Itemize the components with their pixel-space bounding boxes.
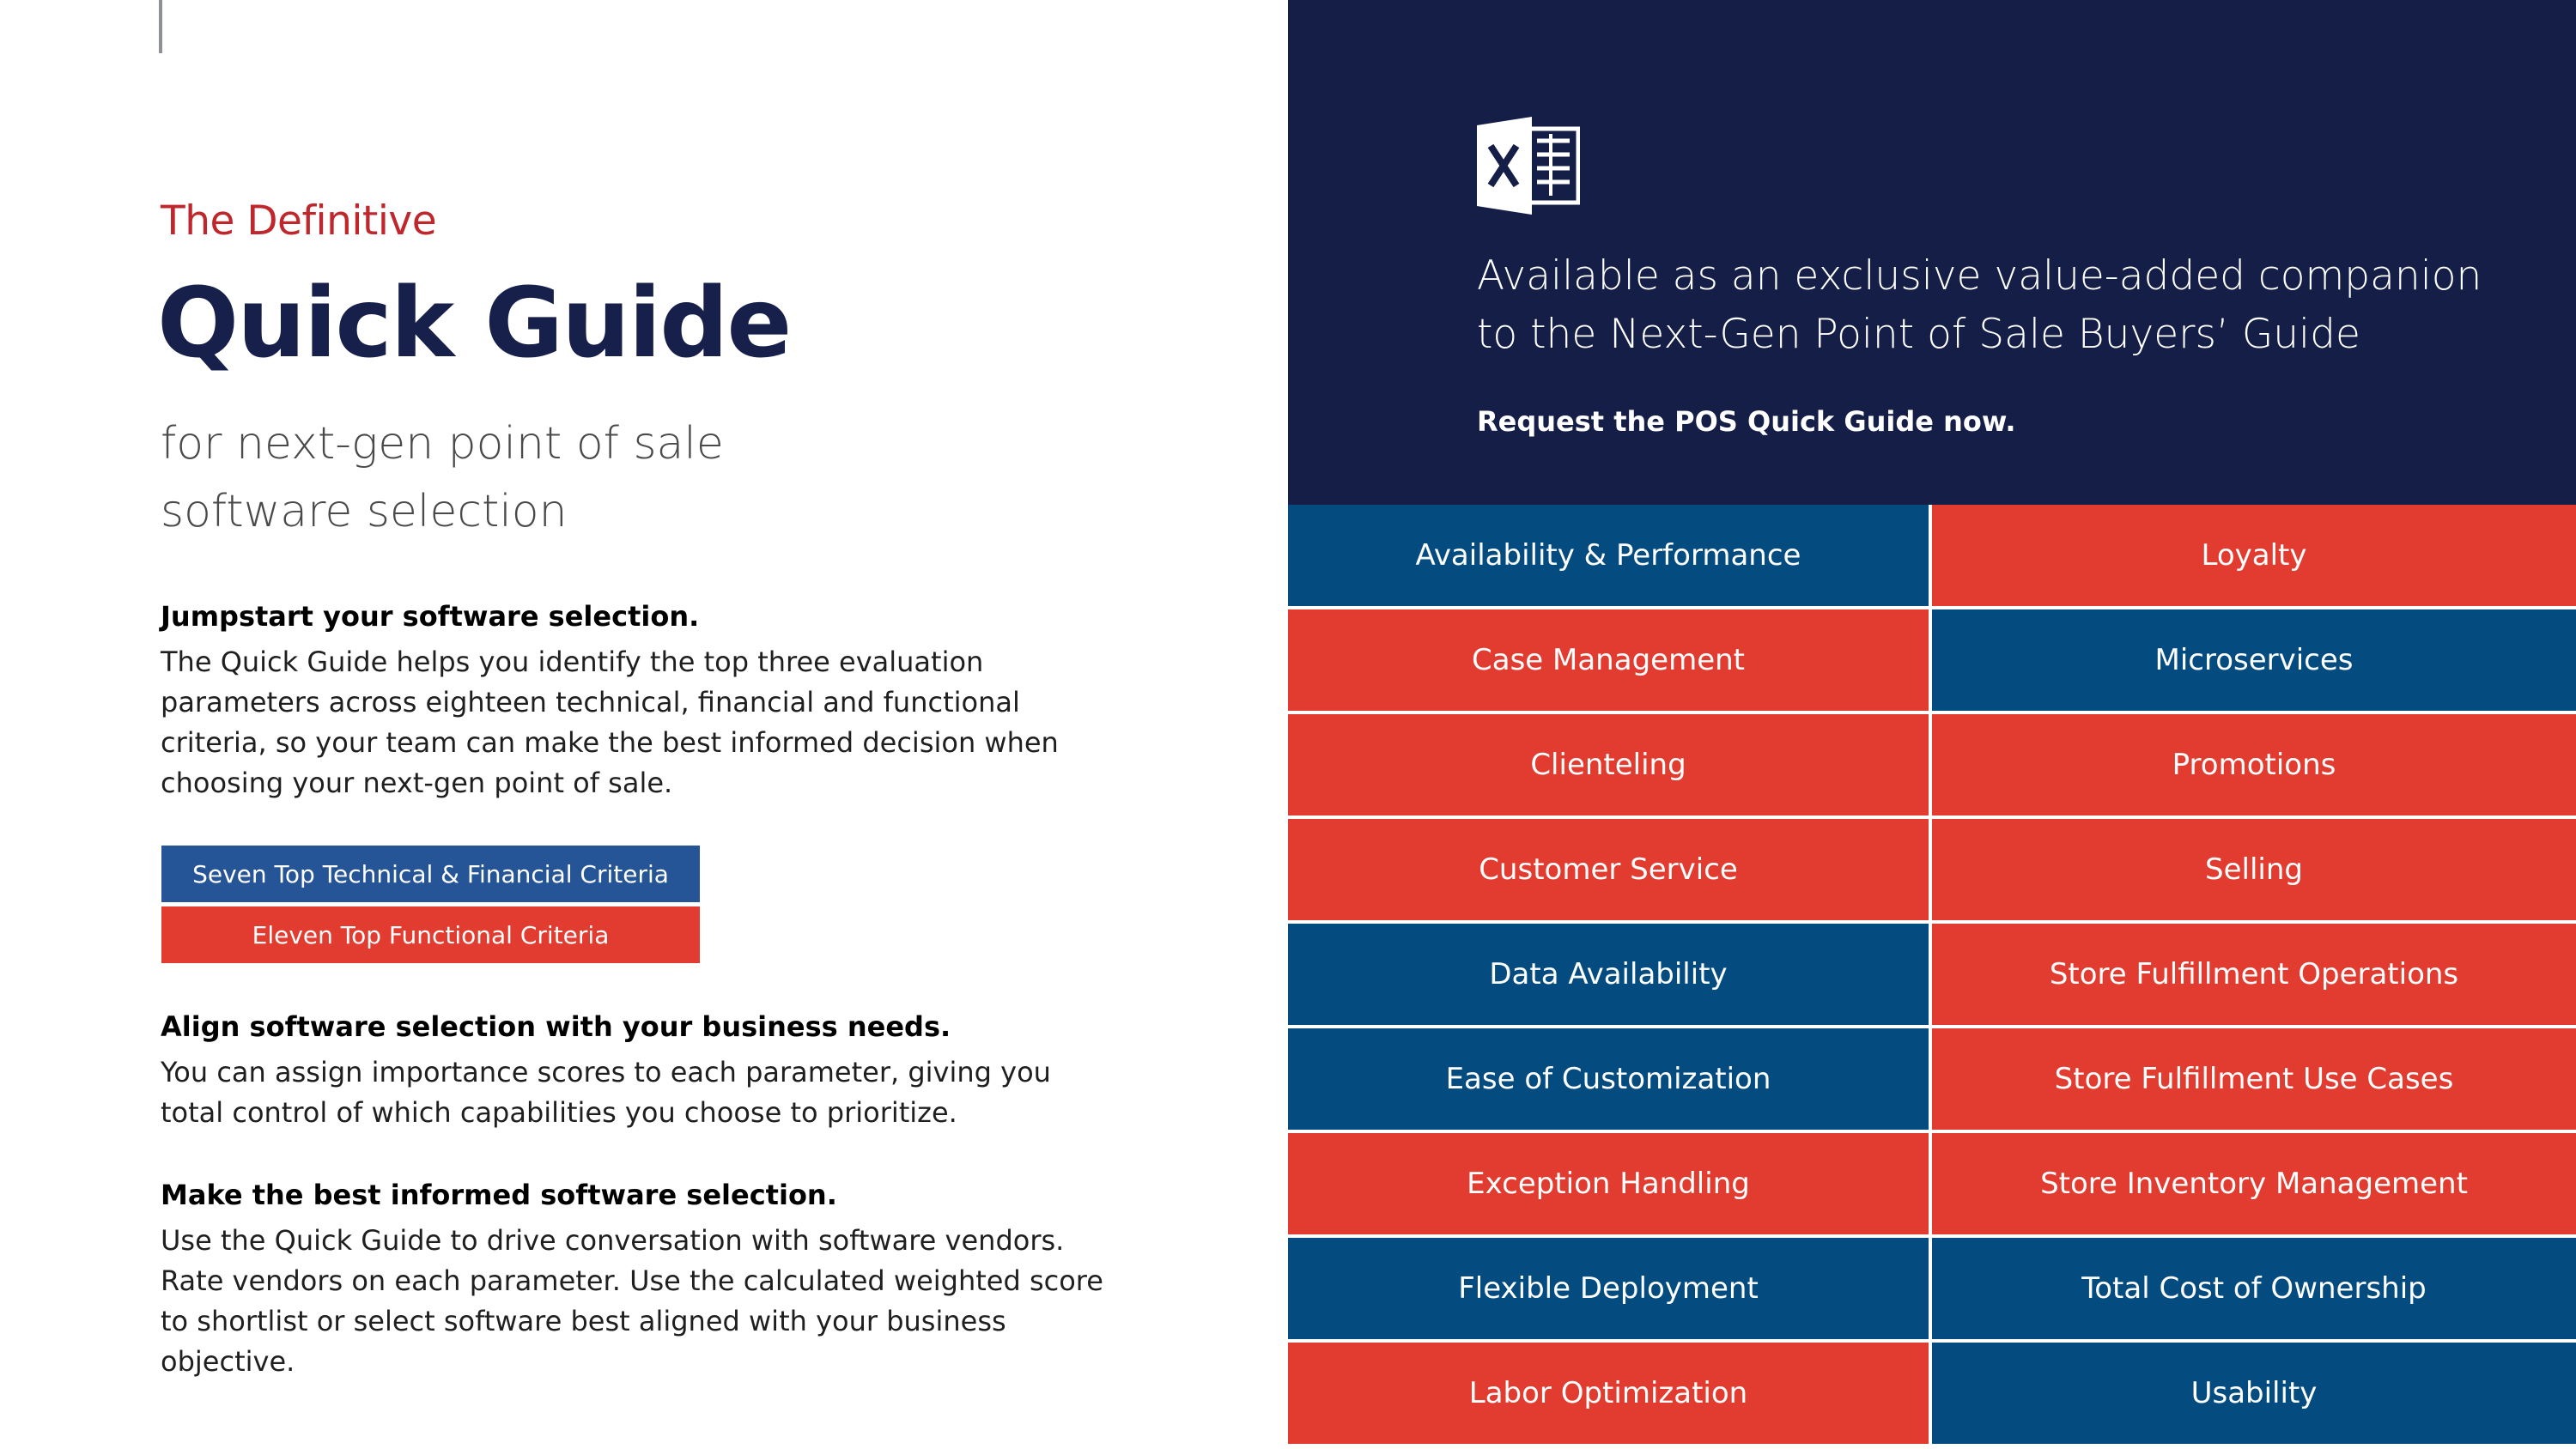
subtitle-line-1: for next-gen point of sale: [161, 418, 724, 470]
criteria-cell: Labor Optimization: [1288, 1343, 1932, 1447]
criteria-cell: Store Fulfillment Use Cases: [1932, 1028, 2576, 1133]
section-jumpstart: [161, 596, 1122, 803]
criteria-cell: Promotions: [1932, 714, 2576, 819]
criteria-cell: Usability: [1932, 1343, 2576, 1447]
excel-icon: [1477, 117, 1580, 215]
legend-functional: Eleven Top Functional Criteria: [161, 906, 700, 963]
section-align: [161, 1006, 1122, 1133]
section-heading: Make the best informed software selection.: [161, 1179, 837, 1211]
section-body: Use the Quick Guide to drive conversation with software vendors. Rate vendors on each parameter. Use the calculated weighted score to shortlist or select software best aligned with your business objective.: [161, 1224, 1103, 1378]
criteria-cell: Case Management: [1288, 609, 1932, 714]
section-body: The Quick Guide helps you identify the top three evaluation parameters across eighteen technical, financial and functional criteria, so your team can make the best informed decision when choosing your next-gen point of sale.: [161, 646, 1059, 799]
criteria-cell: Flexible Deployment: [1288, 1238, 1932, 1343]
left-rule-divider: [159, 0, 162, 53]
section-informed: [161, 1174, 1122, 1382]
subtitle-line-2: software selection: [161, 486, 568, 537]
criteria-cell: Loyalty: [1932, 505, 2576, 609]
criteria-cell: Store Inventory Management: [1932, 1133, 2576, 1238]
criteria-cell: Total Cost of Ownership: [1932, 1238, 2576, 1343]
page-subtitle: [161, 410, 1019, 546]
criteria-cell: Availability & Performance: [1288, 505, 1932, 609]
criteria-cell: Data Availability: [1288, 924, 1932, 1028]
criteria-cell: Selling: [1932, 819, 2576, 924]
criteria-cell: Ease of Customization: [1288, 1028, 1932, 1133]
criteria-grid: [1288, 505, 2576, 1449]
request-guide-cta: Request the POS Quick Guide now.: [1477, 405, 2016, 438]
section-body: You can assign importance scores to each parameter, giving you total control of which capabilities you choose to prioritize.: [161, 1056, 1051, 1129]
companion-description: Available as an exclusive value-added companion to the Next-Gen Point of Sale Buyers’ Guide: [1477, 252, 2482, 358]
criteria-cell: Clienteling: [1288, 714, 1932, 819]
section-heading: Align software selection with your business needs.: [161, 1010, 951, 1043]
legend-technical-financial: Seven Top Technical & Financial Criteria: [161, 846, 700, 902]
criteria-cell: Customer Service: [1288, 819, 1932, 924]
criteria-cell: Microservices: [1932, 609, 2576, 714]
section-heading: Jumpstart your software selection.: [161, 600, 700, 633]
eyebrow-title: The Definitive: [161, 197, 437, 245]
companion-panel: [1288, 0, 2576, 505]
criteria-cell: Store Fulfillment Operations: [1932, 924, 2576, 1028]
page-title: Quick Guide: [157, 268, 791, 379]
criteria-cell: Exception Handling: [1288, 1133, 1932, 1238]
